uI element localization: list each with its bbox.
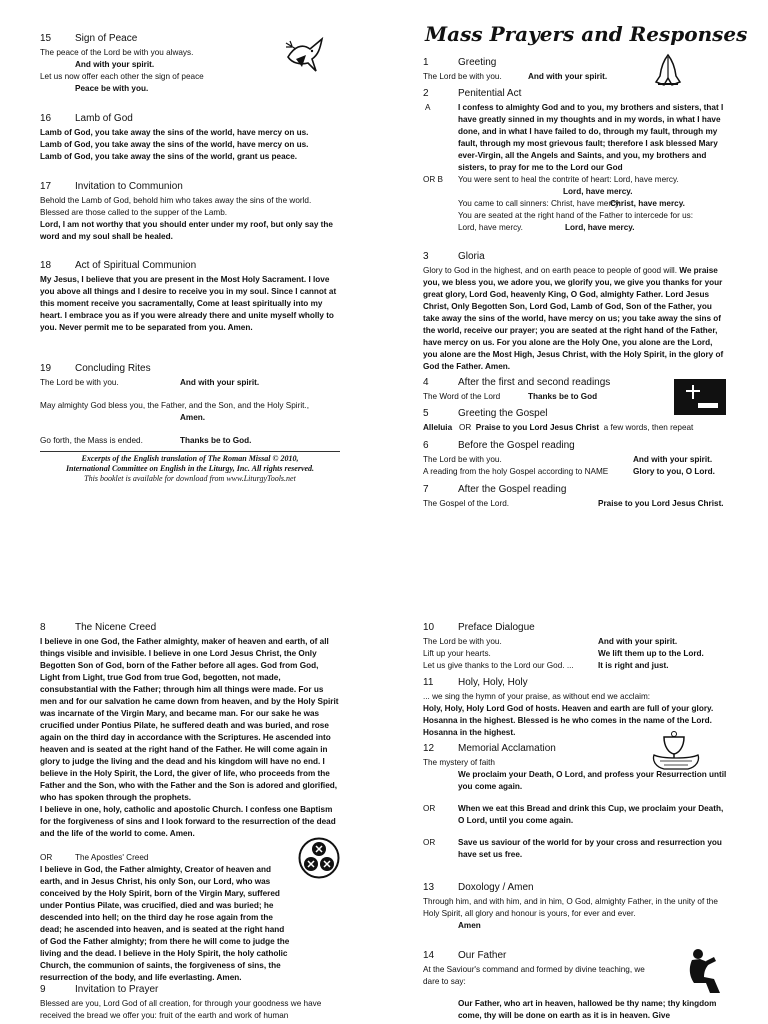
- section-invitation-to-communion: [40, 180, 340, 243]
- section-heading: 5 Greeting the Gospel: [423, 408, 548, 419]
- section-heading: 8 The Nicene Creed: [40, 622, 157, 633]
- section-heading: 18 Act of Spiritual Communion: [40, 260, 197, 271]
- section-heading: 19 Concluding Rites: [40, 363, 151, 374]
- response-line: Amen.: [180, 413, 206, 422]
- response-text: Lord, I am not worthy that you should enter under my roof, but only say the word and my soul shall be healed.: [40, 220, 333, 241]
- section-doxology: 13 Doxology / Amen Through him, and with him, and in him, O God, almighty Father, in the unity of the Holy Spirit, all glory and honour is yours, for ever and ever. Amen: [423, 881, 728, 932]
- creed-text: I believe in one God, the Father almighty, maker of heaven and earth, of all things visible and invisible. I believe in one Lord Jesus Christ, the Only Begotten Son of God, born of the Father before all ages. God from God, Light from Light, true God from true God, begotten, not made, consubstantial with the Father; through him all things were made. For us men and for our salvation he came down from heaven, and by the Holy Spirit was incarnate of the Virgin Mary, and became man. For our sake he was crucified under Pontius Pilate, he suffered death and was buried, and rose again on the third day in accordance with the Scriptures. He ascended into heaven and is seated at the right hand of the Father. He will come again in glory to judge the living and the dead and his kingdom will have no end. I believe in the Holy Spirit, the Lord, the giver of life, who proceeds from the Father and the Son, who with the Father and the Son is adored and glorified, who has spoken through the prophets.: [40, 637, 339, 802]
- section-heading: 2 Penitential Act: [423, 88, 522, 99]
- section-heading: 4 After the first and second readings: [423, 377, 611, 388]
- section-heading: 6 Before the Gospel reading: [423, 440, 575, 451]
- apostles-creed-text: I believe in God, the Father almighty, Creator of heaven and earth, and in Jesus Christ, his only Son, our Lord, who was conceived by the Holy Spirit, born of the Virgin Mary, suffered under Pontius Pilate, was crucified, died and was buried; he descended into hell; on the third day he rose again from the dead; he ascended into heaven, and is seated at the right hand of God the Father almighty; from there he will come to judge the living and the dead. I believe in the Holy Spirit, the holy catholic Church, the communion of saints, the forgiveness of sins, the resurrection of the body, and life everlasting. Amen.: [40, 865, 290, 982]
- priest-line: Let us now offer each other the sign of peace: [40, 72, 204, 81]
- section-our-father: 14 Our Father At the Saviour's command and formed by divine teaching, we dare to say: Our Father, who art in heaven, hallowed be thy name; thy kingdom come, thy will be done on earth as it is in heaven. Give: [423, 949, 728, 1022]
- chalice-icon: [650, 731, 702, 773]
- dialogue-row: The Lord be with you. And with your spirit.: [40, 378, 260, 387]
- prayer-line: Lamb of God, you take away the sins of the world, grant us peace.: [40, 152, 298, 161]
- gloria-text: Glory to God in the highest, and on earth peace to people of good will. We praise you, we bless you, we adore you, we glorify you, we give you thanks for your great glory, Lord God, heavenly King, O God, almighty Father. Lord Jesus Christ, Only Begotten Son, Lord God, Lamb of God, Son of the Father, you take away the sins of the world, have mercy on us; you take away the sins of the world, receive our prayer; you are seated at the right hand of the Father, have mercy on us. For you alone are the Holy One, you alone are the Lord, you alone are the Most High, Jesus Christ, with the Holy Spirit, in the glory of God the Father. Amen.: [423, 266, 724, 371]
- section-invitation-to-prayer: [40, 983, 340, 1022]
- section-memorial-acclamation: 12 Memorial Acclamation The mystery of faith We proclaim your Death, O Lord, and profess your Resurrection until you come again. OR When we eat this Bread and drink this Cup, we proclaim your Death, O Lord, until you come again. OR Save us saviour of the world for by your cross and resurrection you have set us free.: [423, 743, 727, 859]
- section-greeting-gospel: 5 Greeting the Gospel Alleluia OR Praise to you Lord Jesus Christ a few words, then repeat: [423, 407, 728, 434]
- section-heading: 17 Invitation to Communion: [40, 181, 183, 192]
- section-gloria: [423, 250, 728, 373]
- dove-icon: [282, 33, 330, 79]
- sanctus-text: Holy, Holy, Holy Lord God of hosts. Heaven and earth are full of your glory. Hosanna in the highest. Blessed is he who comes in the name of the Lord. Hosanna in the highest.: [423, 704, 714, 737]
- priest-line: Behold the Lamb of God, behold him who takes away the sins of the world.: [40, 196, 312, 205]
- prayer-text: My Jesus, I believe that you are present in the Most Holy Sacrament. I love you above all things and I desire to receive you in my soul. Since I cannot at this moment receive you sacramentally, Come at least spiritually into my heart. I embrace you as if you were already there and unite myself wholly to you. Never permit me to be separated from you. Amen.: [40, 275, 337, 332]
- section-penitential-act: 2 Penitential Act A I confess to almighty God and to you, my brothers and sisters, that I have greatly sinned in my thoughts and in my words, in what I have done, and in what I have failed to do, through my fault, through my fault, through my most grievous fault; therefore I ask blessed Mary ever-Virgin, all the Angels and Saints, and you, my brothers and sisters, to pray for me to the Lord our God OR B You were sent to heal the contrite of heart: Lord, have mercy. Lord, have mercy. You came to call sinners: Christ, have mercy. Christ, have mercy. You are seated at the right hand of the Father to intercede for us: Lord, have mercy. Lord, have mercy.: [423, 87, 728, 234]
- copyright-credit: Excerpts of the English translation of The Roman Missal © 2010, International Committee on English in the Liturgy, Inc. All rights reserved. This booklet is available for download from www.LiturgyTools.net: [65, 454, 315, 483]
- section-preface-dialogue: 10 Preface Dialogue The Lord be with you. And with your spirit. Lift up your hearts. We lift them up to the Lord. Let us give thanks to the Lord our God. ... It is right and just.: [423, 621, 728, 672]
- priest-line: The peace of the Lord be with you always.: [40, 48, 194, 57]
- bible-icon: [674, 379, 726, 415]
- divider: [40, 451, 340, 452]
- response-line: Peace be with you.: [75, 84, 149, 93]
- kneeling-figure-icon: [684, 947, 724, 997]
- section-heading: 1 Greeting: [423, 57, 497, 68]
- section-spiritual-communion: [40, 259, 340, 334]
- priest-line: Blessed are those called to the supper of the Lamb.: [40, 208, 228, 217]
- section-heading: 13 Doxology / Amen: [423, 882, 534, 893]
- page-title: Mass Prayers and Responses: [425, 22, 748, 46]
- chi-rho-medallion-icon: [298, 837, 340, 879]
- section-after-gospel: 7 After the Gospel reading The Gospel of the Lord. Praise to you Lord Jesus Christ.: [423, 483, 728, 510]
- prayer-line: Lamb of God, you take away the sins of the world, have mercy on us.: [40, 128, 309, 137]
- prayer-text: Blessed are you, Lord God of all creation, for through your goodness we have received the bread we offer you: fruit of the earth and work of human: [40, 999, 322, 1020]
- section-after-readings: 4 After the first and second readings The Word of the Lord Thanks be to God: [423, 376, 728, 403]
- section-heading: 3 Gloria: [423, 251, 485, 262]
- section-heading: 10 Preface Dialogue: [423, 622, 535, 633]
- section-heading: 16 Lamb of God: [40, 113, 133, 124]
- dialogue-row: The Lord be with you. And with your spirit.: [423, 72, 608, 81]
- section-before-gospel: 6 Before the Gospel reading The Lord be with you. And with your spirit. A reading from the holy Gospel according to NAME Glory to you, O Lord.: [423, 439, 728, 478]
- section-lamb-of-god: [40, 112, 340, 163]
- prayer-line: Lamb of God, you take away the sins of the world, have mercy on us.: [40, 140, 309, 149]
- section-nicene-creed: 8 The Nicene Creed I believe in one God, the Father almighty, maker of heaven and earth, of all things visible and invisible. I believe in one Lord Jesus Christ, the Only Begotten Son of God, born of the Father before all ages. God from God, Light from Light, true God from true God, begotten, not made, consubstantial with the Father; through him all things were made. For us men and for our salvation he came down from heaven, and by the Holy Spirit was incarnate of the Virgin Mary, and became man. For our sake he was crucified under Pontius Pilate, he suffered death and was buried, and rose again on the third day in accordance with the Scriptures. He ascended into heaven and is seated at the right hand of the Father. He will come again in glory to judge the living and the dead and his kingdom will have no end. I believe in the Holy Spirit, the Lord, the giver of life, who proceeds from the Father and the Son, who with the Father and the Son is adored and glorified, who has spoken through the prophets. I believe in one, holy, catholic and apostolic Church. I confess one Baptism for the forgiveness of sins and I look forward to the resurrection of the dead and the life of the world to come. Amen. OR The Apostles' Creed I believe in God, the Father almighty, Creator of heaven and earth, and in Jesus Christ, his only Son, our Lord, who was conceived by the Holy Spirit, born of the Virgin Mary, suffered under Pontius Pilate, was crucified, died and was buried; he descended into hell; on the third day he rose again from the dead; he ascended into heaven, and is seated at the right hand of God the Father almighty; from there he will come to judge the living and the dead. I believe in the Holy Spirit, the holy catholic Church, the communion of saints, the forgiveness of sins, the resurrection of the body, and life everlasting. Amen.: [40, 622, 339, 982]
- section-heading: 7 After the Gospel reading: [423, 484, 567, 495]
- section-heading: 12 Memorial Acclamation: [423, 743, 556, 754]
- priest-line: May almighty God bless you, the Father, and the Son, and the Holy Spirit.,: [40, 401, 309, 410]
- creed-text: I believe in one, holy, catholic and apostolic Church. I confess one Baptism for the forgiveness of sins and I look forward to the resurrection of the dead and the life of the world to come. Amen.: [40, 805, 336, 838]
- praying-hands-icon: [650, 52, 686, 88]
- section-heading: 14 Our Father: [423, 950, 507, 961]
- response-line: And with your spirit.: [75, 60, 155, 69]
- section-heading: 15 Sign of Peace: [40, 33, 138, 44]
- dialogue-row: Go forth, the Mass is ended. Thanks be to God.: [40, 436, 252, 445]
- section-concluding-rites: [40, 362, 340, 484]
- section-holy-holy-holy: 11 Holy, Holy, Holy ... we sing the hymn of your praise, as without end we acclaim: Holy, Holy, Holy Lord God of hosts. Heaven and earth are full of your glory. Hosanna in the highest. Blessed is he who comes in the name of the Lord. Hosanna in the highest.: [423, 676, 728, 739]
- section-heading: 9 Invitation to Prayer: [40, 984, 159, 995]
- confiteor-text: I confess to almighty God and to you, my brothers and sisters, that I have greatly sinned in my thoughts and in my words, in what I have done, and in what I have failed to do, through my fault, through my fault, through my most grievous fault; therefore I ask blessed Mary ever-Virgin, all the Angels and Saints, and you, my brothers and sisters, to pray for me to the Lord our God: [458, 103, 724, 172]
- section-heading: 11 Holy, Holy, Holy: [423, 677, 528, 688]
